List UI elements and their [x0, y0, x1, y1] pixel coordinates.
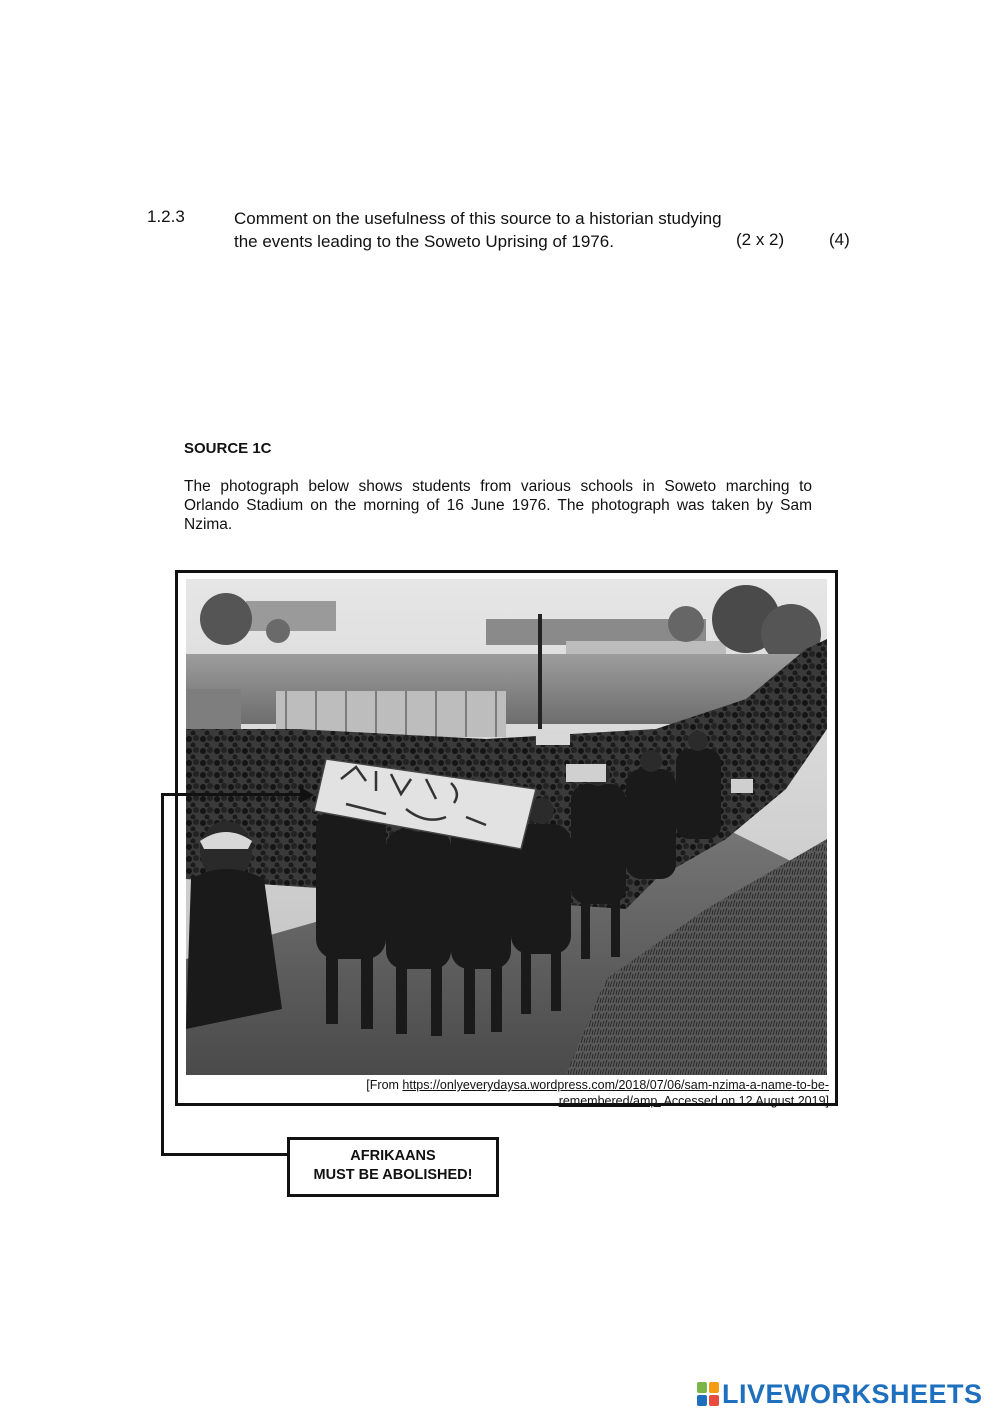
- credit-url[interactable]: https://onlyeverydaysa.wordpress.com/2018/07/06/sam-nzima-a-name-to-be-: [402, 1078, 829, 1092]
- callout-line-horizontal-bottom: [161, 1153, 288, 1156]
- mark-allocation: (2 x 2): [736, 230, 785, 249]
- question-text-line2: the events leading to the Soweto Uprising of 1976.: [234, 232, 614, 251]
- question-text-line1: Comment on the usefulness of this source to a historian studying: [234, 209, 722, 228]
- banner-translation-box: [287, 1137, 499, 1197]
- credit-accessed: Accessed on 12 August 2019]: [660, 1094, 829, 1108]
- question-number: 1.2.3: [147, 207, 185, 226]
- liveworksheets-mark-icon: [697, 1382, 719, 1406]
- protest-photograph: [186, 579, 827, 1075]
- source-description: The photograph below shows students from various schools in Soweto marching to Orlando Stadium on the morning of 16 June 1976. The photograph was taken by Sam Nzima.: [184, 478, 812, 533]
- callout-line-vertical: [161, 793, 164, 1156]
- question-text: [234, 207, 794, 253]
- arrow-right-icon: [300, 787, 314, 803]
- credit-prefix: [From: [366, 1078, 403, 1092]
- callout-line1: AFRIKAANS: [350, 1148, 436, 1164]
- photo-credit: [329, 1077, 829, 1109]
- callout-line-horizontal-top: [161, 793, 301, 796]
- photo-frame: [175, 570, 838, 1106]
- callout-line2: MUST BE ABOLISHED!: [313, 1167, 473, 1183]
- total-marks: (4): [829, 230, 850, 249]
- liveworksheets-logo: [697, 1379, 983, 1409]
- credit-url-continued[interactable]: remembered/amp.: [558, 1094, 661, 1108]
- brand-name: LIVEWORKSHEETS: [722, 1378, 983, 1409]
- source-heading: SOURCE 1C: [184, 440, 272, 457]
